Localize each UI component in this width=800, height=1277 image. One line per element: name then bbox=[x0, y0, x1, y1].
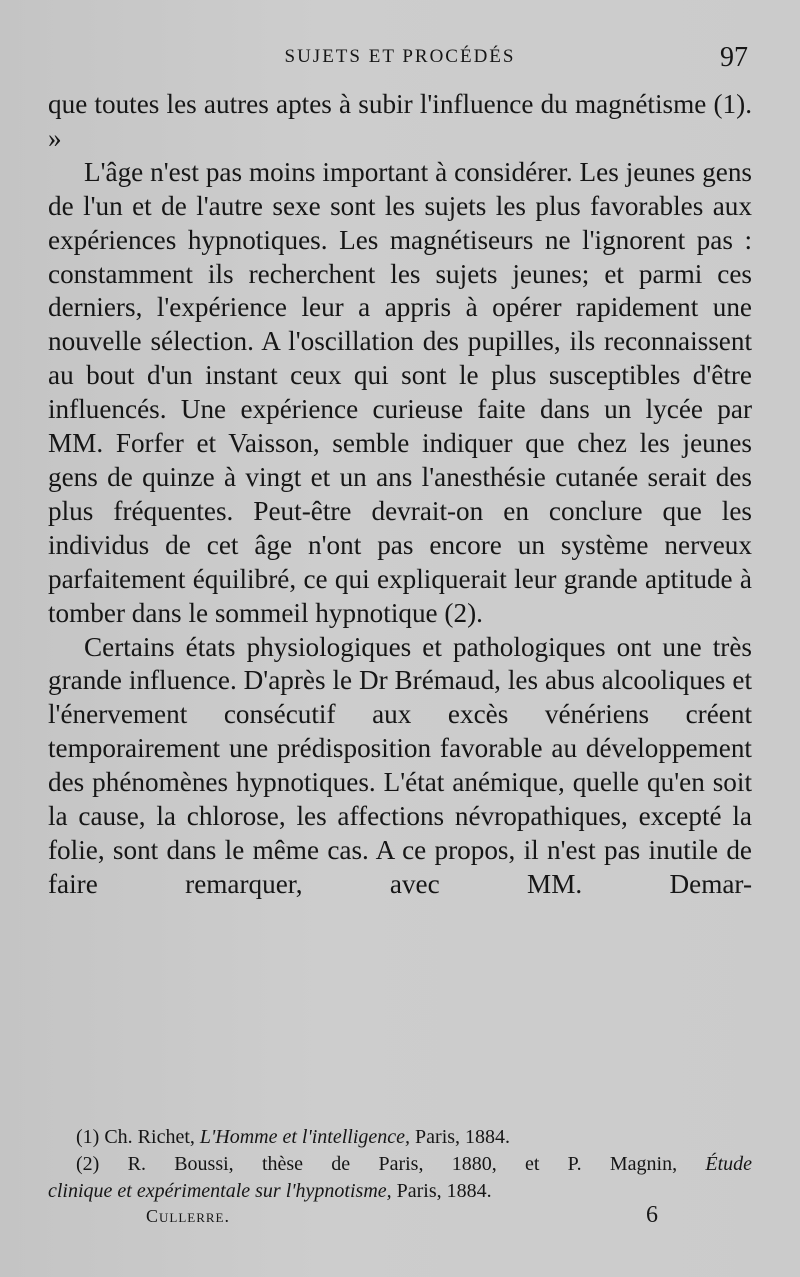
page-number: 97 bbox=[720, 42, 748, 73]
footer-author: Cullerre. bbox=[146, 1206, 230, 1226]
running-title: SUJETS ET PROCÉDÉS bbox=[284, 46, 516, 67]
footnote-1-title: L'Homme et l'intelligence, bbox=[199, 1126, 411, 1148]
footnote-2-title-a: Étude bbox=[705, 1153, 753, 1175]
paragraph-1: que toutes les autres aptes à subir l'influence du magnétisme (1). » bbox=[48, 89, 752, 153]
footnote-1-rest: Paris, 1884. bbox=[415, 1126, 511, 1148]
footnote-2-text: R. Boussi, thèse de Paris, 1880, et P. Magnin, bbox=[127, 1153, 678, 1175]
footnote-2-line-2 bbox=[48, 1178, 752, 1205]
signature-mark: 6 bbox=[646, 1202, 658, 1228]
footnote-1 bbox=[48, 1124, 752, 1151]
footnote-1-marker: (1) bbox=[76, 1126, 100, 1148]
footnotes bbox=[48, 1124, 752, 1205]
footnote-2-rest: Paris, 1884. bbox=[396, 1180, 492, 1202]
footnote-2-line-1 bbox=[48, 1151, 752, 1178]
body-text bbox=[48, 88, 752, 902]
paragraph-2: L'âge n'est pas moins important à considérer. Les jeunes gens de l'un et de l'autre sexe sont les sujets les plus favorables aux expériences hypnotiques. Les magnétiseurs ne l'ignorent pas : constamment ils recherchent les sujets jeunes; et parmi ces derniers, l'expérience leur a appris à opérer rapidement une nouvelle sélection. A l'oscillation des pupilles, ils reconnaissent au bout d'un instant ceux qui sont le plus susceptibles d'être influencés. Une expérience curieuse faite dans un lycée par MM. Forfer et Vaisson, semble indiquer que chez les jeunes gens de quinze à vingt et un ans l'anesthésie cutanée serait des plus fréquentes. Peut-être devrait-on en conclure que les individus de cet âge n'ont pas encore un système nerveux parfaitement équilibré, ce qui expliquerait leur grande aptitude à tomber dans le sommeil hypnotique (2). bbox=[48, 156, 752, 628]
footnote-1-author: Ch. Richet, bbox=[104, 1126, 195, 1148]
footnote-2-marker: (2) bbox=[76, 1153, 100, 1175]
footnote-2-title-b: clinique et expérimentale sur l'hypnotisme, bbox=[48, 1180, 392, 1202]
running-head bbox=[48, 42, 752, 78]
paragraph-3: Certains états physiologiques et pathologiques ont une très grande influence. D'après le Dr Brémaud, les abus alcooliques et l'énervement consécutif aux excès vénériens créent temporairement une prédisposition favorable au développement des phénomènes hypnotiques. L'état anémique, quelle qu'en soit la cause, la chlorose, les affections névropathiques, excepté la folie, sont dans le même cas. A ce propos, il n'est pas inutile de faire remarquer, avec MM. Demar- bbox=[48, 631, 752, 899]
page-footer bbox=[48, 1202, 752, 1236]
